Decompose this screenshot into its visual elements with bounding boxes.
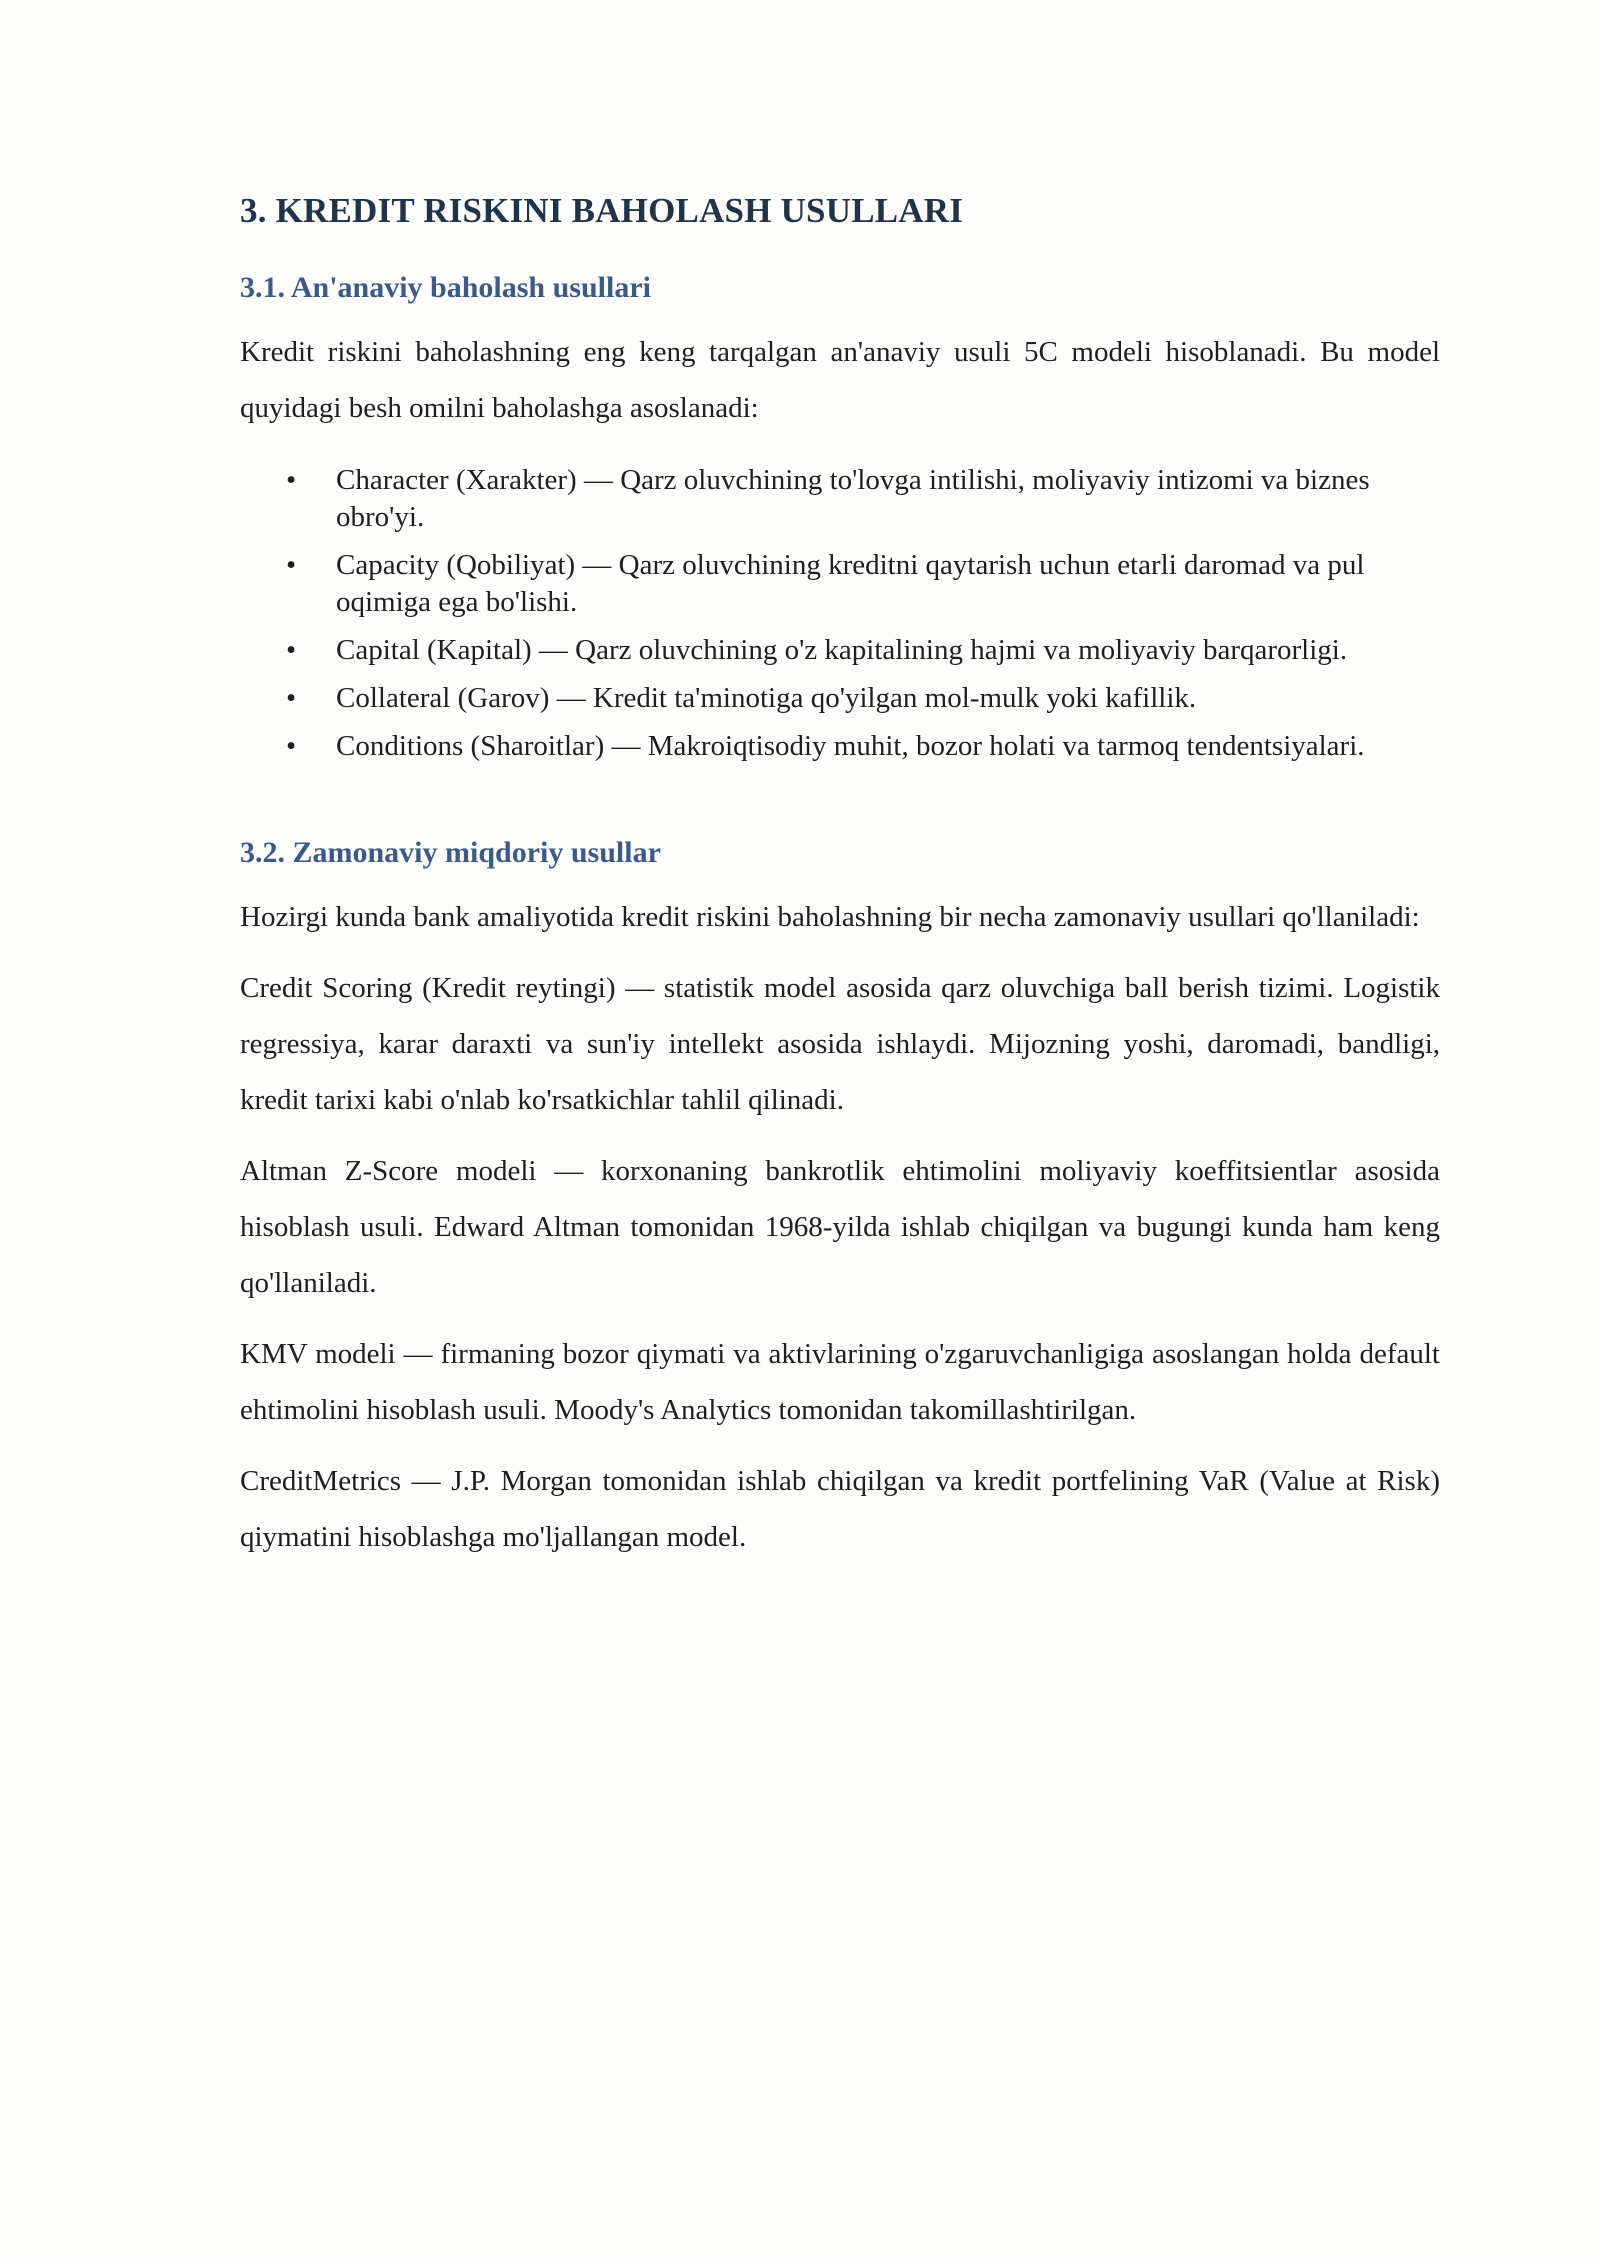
body-paragraph: Hozirgi kunda bank amaliyotida kredit riskini baholashning bir necha zamonaviy usullari qo'llaniladi: — [240, 901, 1420, 933]
list-item-text: Capital (Kapital) — Qarz oluvchining o'z kapitalining hajmi va moliyaviy barqarorligi. — [336, 634, 1348, 666]
list-item — [286, 547, 1440, 621]
section-modern-methods — [240, 835, 1440, 1565]
bullet-icon: • — [286, 634, 297, 666]
section-heading: 3.1. An'anaviy baholash usullari — [240, 271, 651, 304]
section-traditional-methods — [240, 270, 1440, 765]
body-paragraph: Altman Z-Score modeli — korxonaning bankrotlik ehtimolini moliyaviy koeffitsientlar asosida hisoblash usuli. Edward Altman tomonidan 1968-yilda ishlab chiqilgan va bugungi kunda ham keng qo'llaniladi. — [240, 1155, 1440, 1299]
body-paragraph: KMV modeli — firmaning bozor qiymati va aktivlarining o'zgaruvchanligiga asoslangan holda default ehtimolini hisoblash usuli. Moody's Analytics tomonidan takomillashtirilgan. — [240, 1338, 1440, 1426]
list-item — [286, 728, 1440, 765]
body-paragraph: CreditMetrics — J.P. Morgan tomonidan ishlab chiqilgan va kredit portfelining VaR (Value at Risk) qiymatini hisoblashga mo'ljallangan model. — [240, 1465, 1440, 1553]
bullet-icon: • — [286, 464, 297, 496]
list-item — [286, 462, 1440, 536]
list-item — [286, 632, 1440, 669]
five-c-list — [240, 462, 1440, 765]
document-title: 3. KREDIT RISKINI BAHOLASH USULLARI — [240, 191, 964, 230]
bullet-icon: • — [286, 549, 297, 581]
list-item-text: Collateral (Garov) — Kredit ta'minotiga qo'yilgan mol-mulk yoki kafillik. — [336, 682, 1197, 714]
list-item-text: Capacity (Qobiliyat) — Qarz oluvchining kreditni qaytarish uchun etarli daromad va pul oqimiga ega bo'lishi. — [336, 549, 1365, 618]
bullet-icon: • — [286, 730, 297, 762]
list-item — [286, 680, 1440, 717]
body-paragraph: Credit Scoring (Kredit reytingi) — statistik model asosida qarz oluvchiga ball berish tizimi. Logistik regressiya, karar daraxti va sun'iy intellekt asosida ishlaydi. Mijozning yoshi, daromadi, bandligi, kredit tarixi kabi o'nlab ko'rsatkichlar tahlil qilinadi. — [240, 972, 1440, 1116]
list-item-text: Character (Xarakter) — Qarz oluvchining to'lovga intilishi, moliyaviy intizomi va biznes obro'yi. — [336, 464, 1370, 533]
bullet-icon: • — [286, 682, 297, 714]
section-intro-paragraph: Kredit riskini baholashning eng keng tarqalgan an'anaviy usuli 5C modeli hisoblanadi. Bu model quyidagi besh omilni baholashga asoslanadi: — [240, 336, 1440, 424]
list-item-text: Conditions (Sharoitlar) — Makroiqtisodiy muhit, bozor holati va tarmoq tendentsiyalari. — [336, 730, 1365, 762]
section-heading: 3.2. Zamonaviy miqdoriy usullar — [240, 836, 661, 869]
